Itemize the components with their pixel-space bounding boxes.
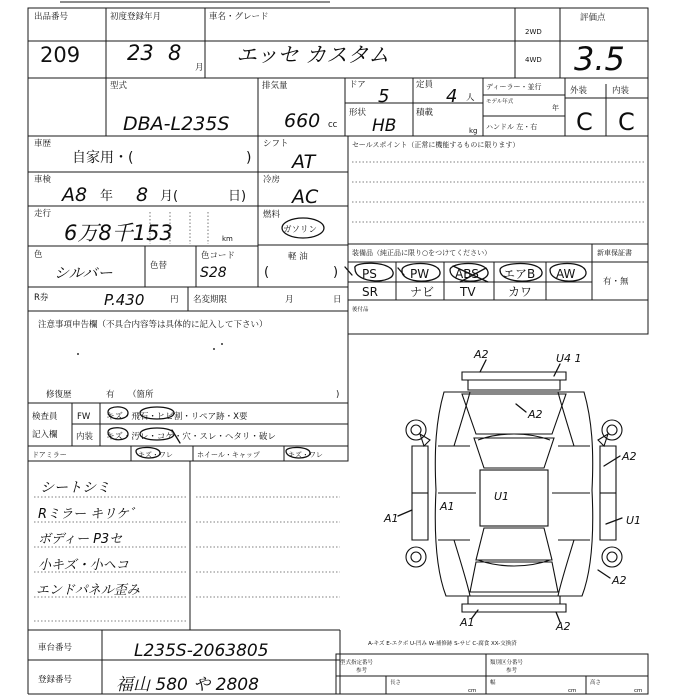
meigi-label: 名変期限 (193, 295, 228, 305)
mark-left-side: A1 (440, 500, 455, 513)
svg-text:(: ( (264, 265, 270, 280)
color-change-label: 色替 (150, 261, 168, 271)
note-seat-stain: シートシミ (40, 480, 110, 496)
warranty-label: 新車保証書 (597, 249, 632, 257)
displacement-unit: cc (328, 120, 338, 130)
equip-navi: ナビ (410, 285, 435, 299)
interior-label: 内装 (612, 86, 630, 96)
mileage-unit: km (222, 235, 233, 243)
mileage-value: 6万8千153 (64, 221, 173, 245)
svg-text:): ) (333, 265, 339, 280)
mirror-label: ドアミラー (32, 451, 67, 459)
height-label: 高さ (590, 680, 602, 686)
reg-year: 23 (127, 41, 154, 65)
equip-abs: ABS (455, 267, 479, 281)
equip-aw: AW (556, 267, 576, 281)
fuel-light: 軽 油 (288, 252, 308, 262)
mark-front-right: U4 1 (556, 352, 582, 365)
exterior-label: 外装 (570, 86, 588, 96)
door-value: 5 (378, 86, 390, 107)
first-reg-label: 初度登録年月 (110, 12, 162, 22)
dim-ref: 参考 (356, 668, 368, 674)
fw-text: キズ・飛石・ヒビ割・リペア跡・X要 (106, 412, 248, 422)
reg-month: 8 (168, 41, 182, 65)
dealer-label: ディーラー・並行 (486, 83, 542, 91)
car-name: エッセ カスタム (236, 43, 390, 67)
interior-insp-label: 内装 (76, 432, 94, 442)
class-label: 類別区分番号 (490, 660, 524, 666)
load-label: 積載 (416, 108, 434, 118)
mark-front-bumper: A2 (474, 348, 489, 361)
use-label: 車歴 (34, 139, 52, 149)
equip-pw: PW (410, 267, 430, 281)
notes-label: 注意事項申告欄（不具合内容等は具体的に記入して下さい） (38, 320, 268, 330)
shape-label: 形状 (349, 108, 367, 118)
repair-label: 修復歴 (46, 390, 72, 400)
shift-value: AT (292, 151, 316, 173)
use-value: 自家用・( (72, 150, 134, 166)
grade-value: 3.5 (574, 40, 625, 78)
note-scratch-dent: 小キズ・小ヘコ (38, 558, 129, 573)
mirror-text: キズ・ワレ (138, 451, 173, 459)
fuel-label: 燃料 (263, 210, 281, 220)
note-mirror: Rミラー キリケ゛ (38, 507, 142, 522)
car-name-label: 車名・グレード (209, 12, 269, 22)
shift-label: シフト (263, 139, 289, 149)
color-code-label: 色コード (201, 251, 236, 261)
mark-rear-left: A1 (460, 616, 475, 629)
meigi-day: 日 (333, 295, 342, 305)
meigi-month: 月 (285, 295, 294, 305)
height-cm: cm (634, 688, 643, 694)
fw-label: FW (77, 412, 91, 422)
wheel-label: ホイール・キャップ (197, 451, 260, 459)
displacement-value: 660 (284, 110, 321, 132)
mark-rear-right: A2 (556, 620, 571, 633)
class-ref: 参考 (506, 668, 518, 674)
mark-right-door: U1 (626, 514, 642, 527)
mark-roof: U1 (494, 490, 510, 503)
model-year-label: モデル年式 (486, 99, 514, 105)
length-cm: cm (468, 688, 477, 694)
color-label: 色 (34, 250, 43, 260)
capacity-value: 4 (446, 86, 458, 107)
mark-right-rear: A2 (612, 574, 627, 587)
drive-2wd: 2WD (525, 28, 542, 36)
aftermarket-label: 後付品 (352, 307, 369, 313)
inspection-label: 車検 (34, 175, 52, 185)
inspection-day-unit: 日) (228, 189, 247, 204)
note-body: ボディー P3セ (38, 532, 123, 547)
inspection-year-unit: 年 (100, 189, 114, 204)
fuel-value: ガソリン (283, 225, 318, 235)
drive-4wd: 4WD (525, 56, 542, 64)
dim-label: 型式指定番号 (340, 660, 374, 666)
capacity-unit: 人 (466, 93, 475, 103)
ac-label: 冷房 (263, 175, 281, 185)
entry-label: 記入欄 (32, 430, 58, 440)
reg-value: 福山 580 や 2808 (116, 675, 259, 695)
chassis-label: 車台番号 (38, 643, 73, 653)
mileage-label: 走行 (34, 209, 52, 219)
rcert-label: R券 (34, 293, 49, 303)
repair-value: 有 (106, 390, 115, 400)
width-label: 幅 (490, 680, 496, 686)
load-unit: kg (469, 127, 478, 135)
capacity-label: 定員 (416, 80, 434, 90)
width-cm: cm (568, 688, 577, 694)
interior-grade: C (618, 108, 635, 136)
model-code: DBA-L235S (123, 113, 230, 135)
equip-airbag: エアB (503, 267, 536, 281)
handle-label: ハンドル 左・右 (486, 123, 538, 131)
rcert-unit: 円 (170, 295, 179, 305)
length-label: 長さ (390, 680, 402, 686)
inspector-label: 検査員 (32, 412, 58, 422)
lot-label: 出品番号 (34, 12, 69, 22)
month-unit: 月 (195, 63, 204, 73)
lot-number: 209 (40, 43, 81, 67)
equip-tv: TV (460, 285, 476, 299)
inspection-year: A8 (62, 184, 88, 206)
shape-value: HB (372, 116, 397, 136)
note-end-panel: エンドパネル歪み (36, 583, 140, 598)
mark-hood: A2 (528, 408, 543, 421)
equip-leather: カワ (508, 285, 533, 299)
mark-left-door: A1 (384, 512, 399, 525)
wheel-text: キズ・ワレ (288, 451, 323, 459)
repair-place: （箇所 (128, 390, 154, 400)
inspection-month: 8 (136, 184, 149, 206)
year-unit: 年 (552, 104, 559, 112)
color-code-value: S28 (200, 265, 227, 281)
equip-sr: SR (362, 285, 378, 299)
interior-insp-text: キズ・汚レ・コゲ・穴・スレ・ヘタリ・破レ (106, 432, 276, 442)
model-label: 型式 (110, 81, 128, 91)
use-close: ) (246, 150, 252, 166)
color-value: シルバー (54, 264, 113, 282)
equip-ps: PS (362, 267, 377, 281)
inspection-month-unit: 月( (160, 189, 179, 204)
ac-value: AC (292, 186, 319, 208)
repair-close: ) (336, 390, 340, 400)
damage-legend: A-キズ E-エクボ U-凹み W-補修跡 S-サビ C-腐食 XX-交換済 (368, 641, 517, 647)
reg-label: 登録番号 (38, 675, 73, 685)
mark-right-front: A2 (622, 450, 637, 463)
door-label: ドア (349, 80, 366, 90)
rcert-value: P.430 (104, 291, 145, 309)
chassis-value: L235S-2063805 (134, 641, 269, 661)
grade-label: 評価点 (580, 13, 606, 23)
warranty-value: 有・無 (603, 277, 629, 287)
exterior-grade: C (576, 108, 593, 136)
equipment-label: 装備品（純正品に限り○をつけてください） (352, 249, 492, 257)
displacement-label: 排気量 (262, 81, 288, 91)
sales-point-label: セールスポイント（正常に機能するものに限ります） (352, 141, 520, 149)
